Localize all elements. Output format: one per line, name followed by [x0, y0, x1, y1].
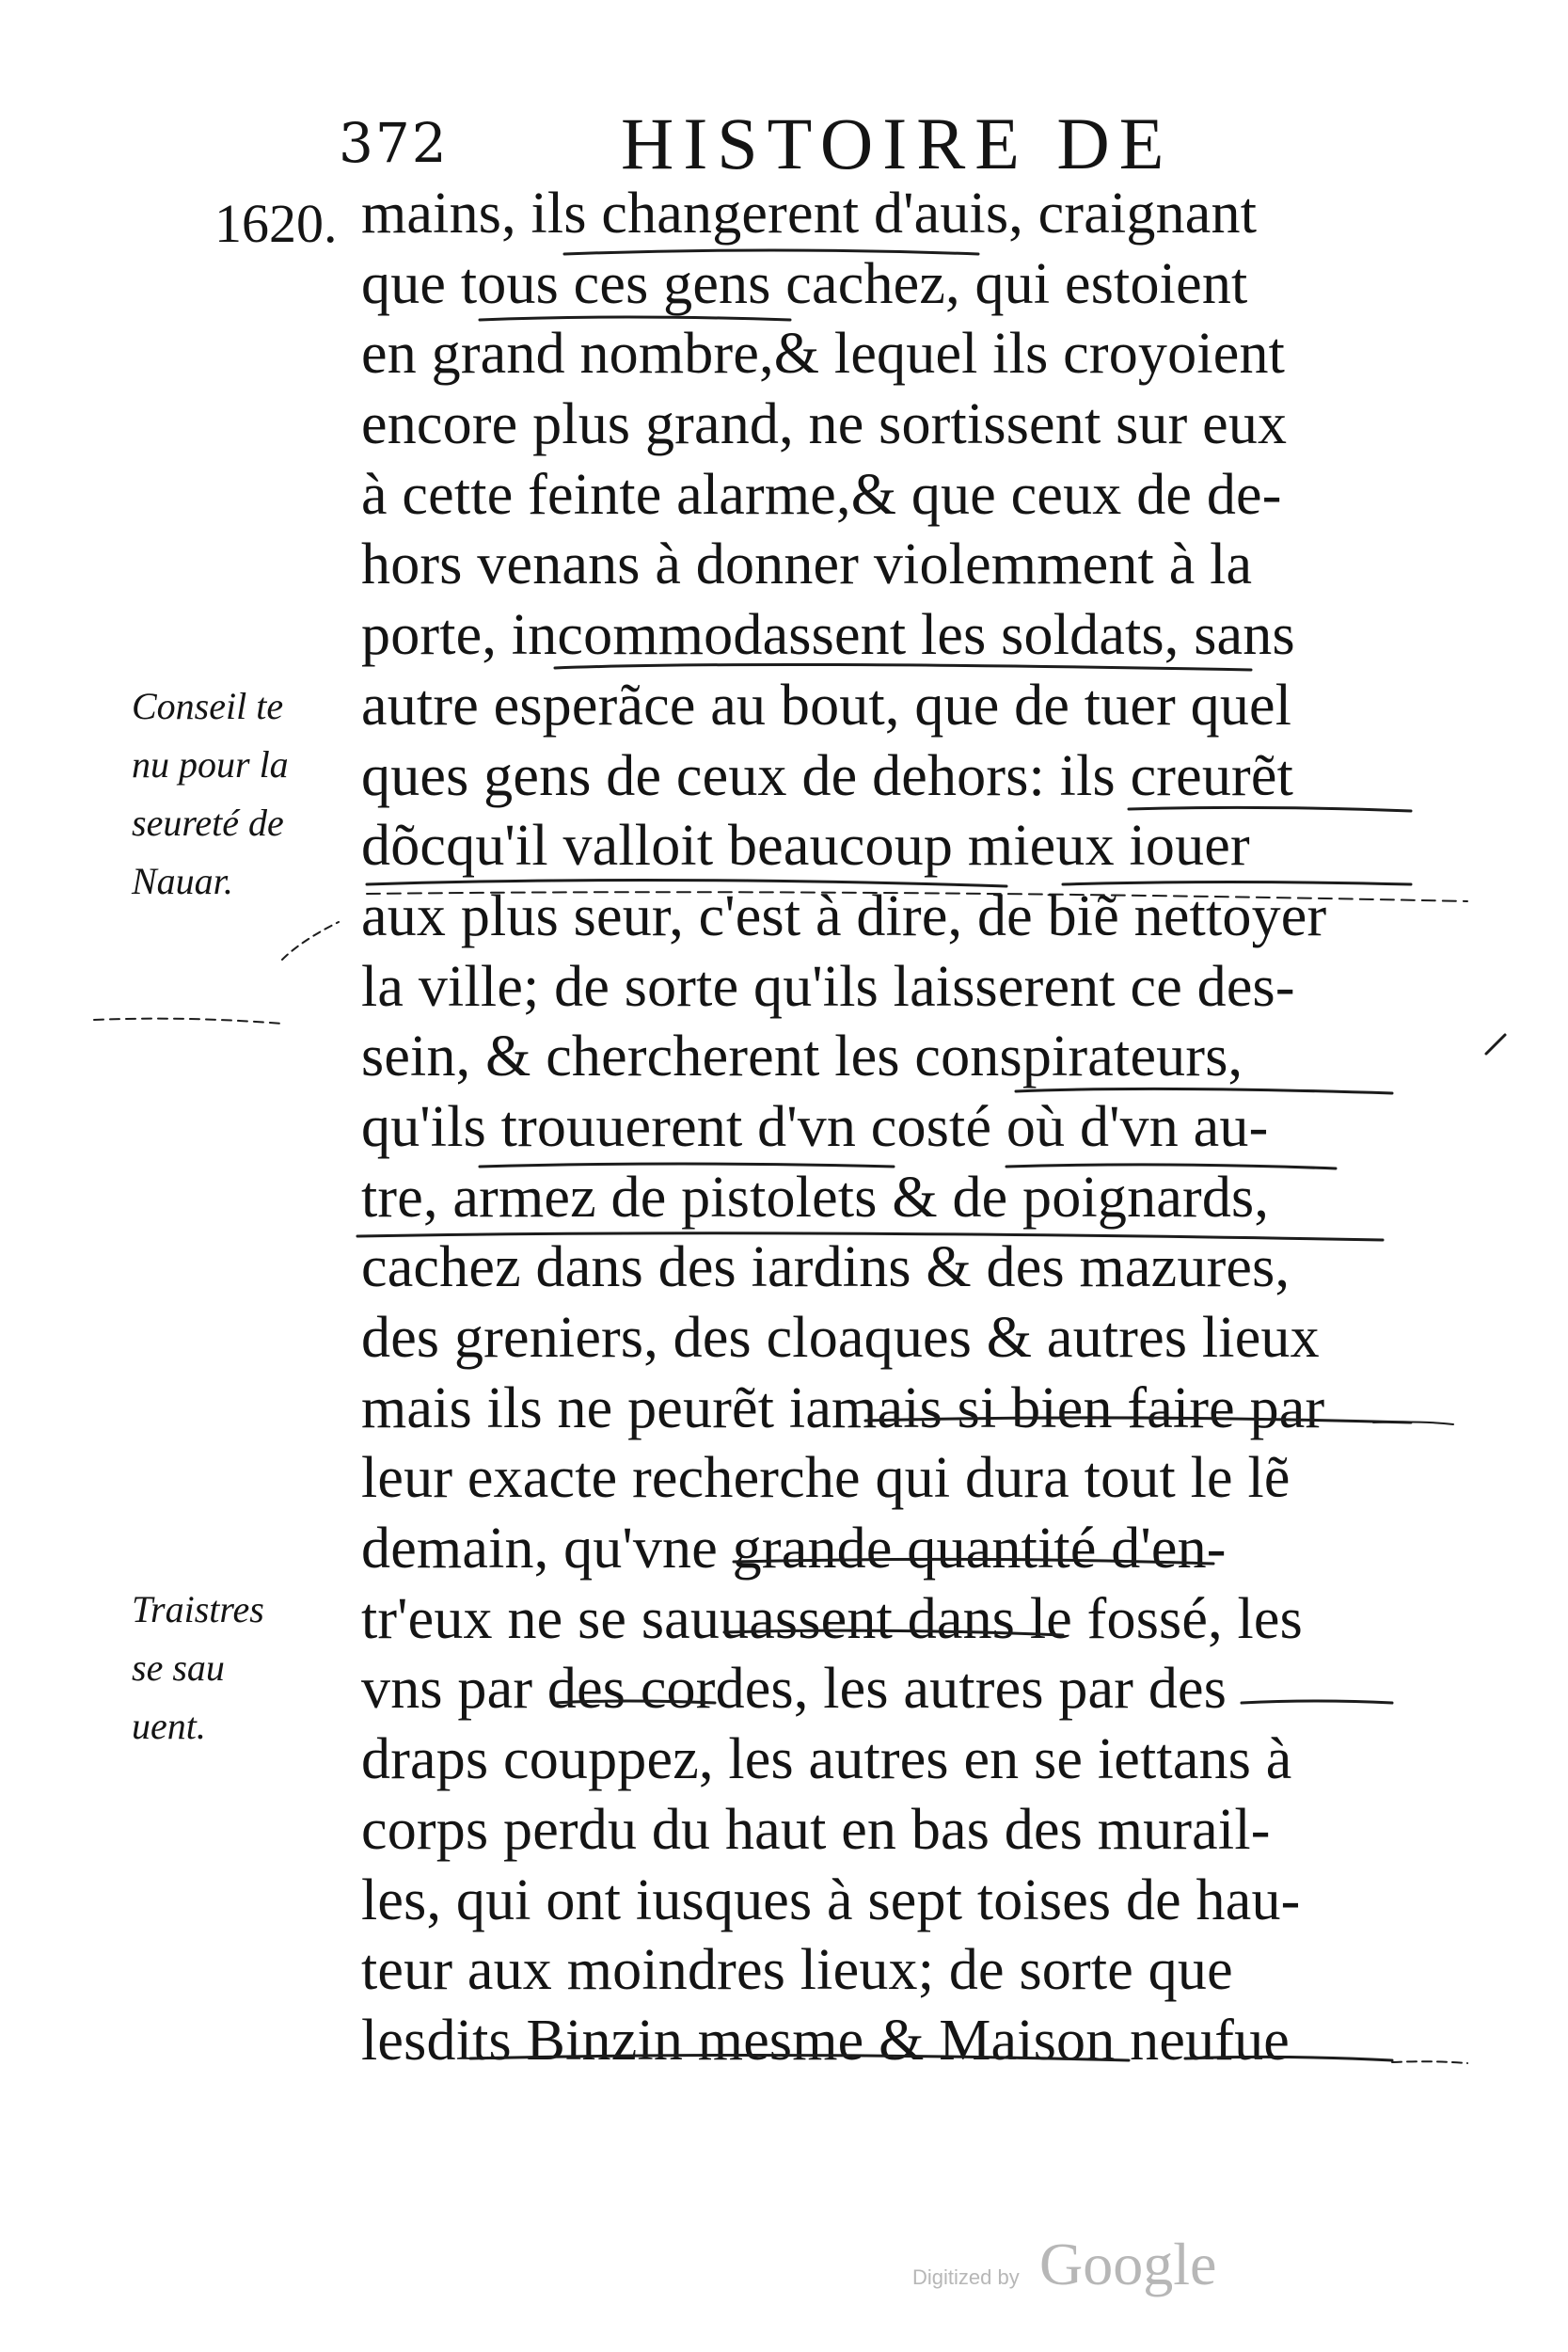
text-line: que tous ces gens cachez, qui estoient — [361, 251, 1248, 316]
digitized-watermark — [912, 2230, 1270, 2305]
text-line: teur aux moindres lieux; de sorte que — [361, 1938, 1233, 2003]
margin-note-line: se sau — [132, 1646, 225, 1689]
text-line: sein, & chercherent les conspirateurs, — [361, 1025, 1243, 1089]
text-line: tr'eux ne se sauuassent dans le fossé, les — [361, 1586, 1303, 1651]
text-line: ques gens de ceux de dehors: ils creurẽt — [361, 743, 1294, 808]
margin-note-council — [132, 677, 357, 911]
margin-note-traitors — [132, 1581, 357, 1756]
margin-pen-mark — [282, 922, 339, 960]
text-line: demain, qu'vne grande quantité d'en- — [361, 1517, 1227, 1581]
margin-note-line: Traistres — [132, 1588, 264, 1630]
margin-note-line: Nauar. — [132, 860, 233, 902]
text-line: qu'ils trouuerent d'vn costé où d'vn au- — [361, 1094, 1269, 1159]
text-line: draps couppez, les autres en se iettans à — [361, 1727, 1292, 1792]
text-line: autre esperãce au bout, que de tuer quel — [361, 673, 1292, 738]
text-line: corps perdu du haut en bas des murail- — [361, 1797, 1271, 1862]
text-line: des greniers, des cloaques & autres lieux — [361, 1306, 1320, 1370]
margin-note-line: Conseil te — [132, 685, 284, 727]
margin-year: 1620. — [214, 193, 338, 254]
text-line: à cette feinte alarme,& que ceux de de- — [361, 462, 1282, 527]
text-line: la ville; de sorte qu'ils laisserent ce des- — [361, 954, 1295, 1019]
running-title: HISTOIRE DE — [621, 103, 1174, 184]
margin-pen-mark — [94, 1019, 282, 1024]
text-line: cachez dans des iardins & des mazures, — [361, 1235, 1291, 1300]
margin-pen-mark — [1486, 1035, 1505, 1054]
text-line: hors venans à donner violemment à la — [361, 532, 1253, 597]
margin-note-line: seureté de — [132, 802, 284, 844]
digitized-by-text: Digitized by — [912, 2265, 1020, 2289]
text-line: mains, ils changerent d'auis, craignant — [361, 182, 1258, 246]
body-text — [361, 179, 1433, 2076]
margin-note-line: uent. — [132, 1705, 206, 1747]
text-line: encore plus grand, ne sortissent sur eux — [361, 392, 1288, 457]
text-line: dõcqu'il valloit beaucoup mieux iouer — [361, 814, 1250, 879]
text-line: tre, armez de pistolets & de poignards, — [361, 1165, 1270, 1230]
text-line: lesdits Binzin mesme & Maison neufue — [361, 2008, 1290, 2073]
text-line: aux plus seur, c'est à dire, de biẽ nettoyer — [361, 883, 1327, 948]
text-line: porte, incommodassent les soldats, sans — [361, 603, 1295, 668]
margin-note-line: nu pour la — [132, 743, 289, 786]
text-line: les, qui ont iusques à sept toises de hau- — [361, 1867, 1301, 1932]
page-number: 372 — [339, 111, 449, 175]
text-line: vns par des cordes, les autres par des — [361, 1657, 1227, 1722]
google-logo: Google — [1039, 2231, 1217, 2297]
text-line: mais ils ne peurẽt iamais si bien faire par — [361, 1375, 1325, 1440]
text-line: leur exacte recherche qui dura tout le lẽ — [361, 1446, 1291, 1511]
text-line: en grand nombre,& lequel ils croyoient — [361, 322, 1286, 387]
